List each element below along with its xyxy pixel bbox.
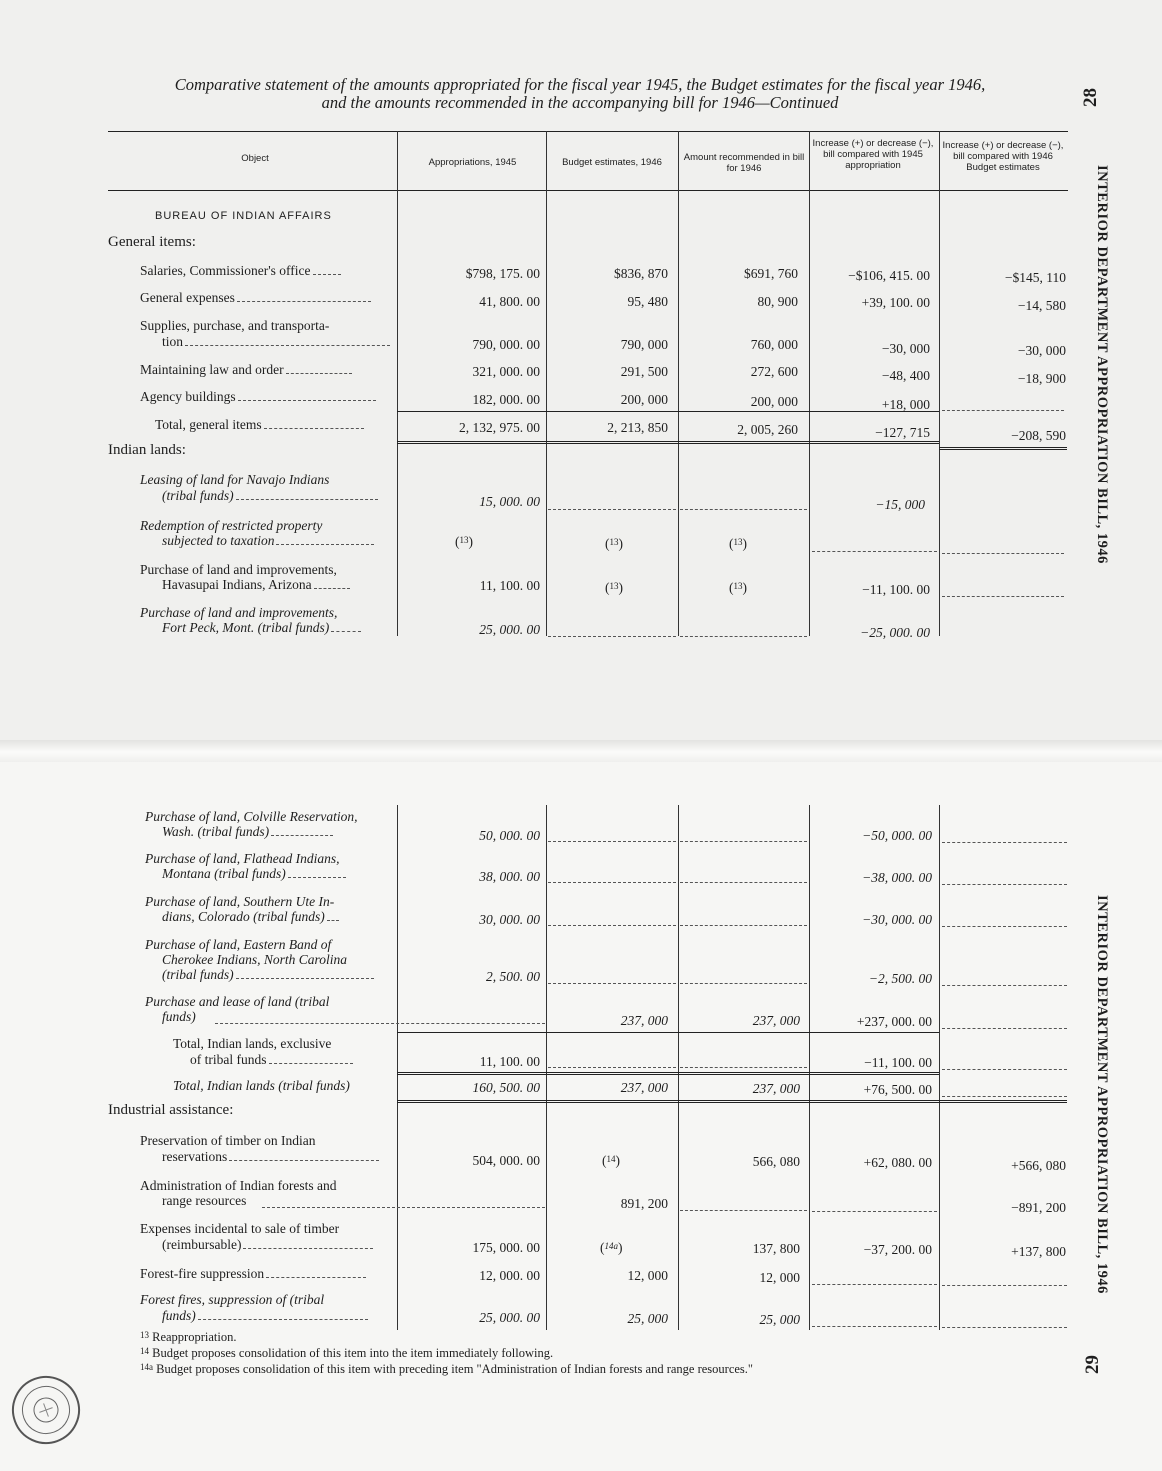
cell: 321, 000. 00 xyxy=(472,364,540,379)
row-label-supplies: Supplies, purchase, and transporta- xyxy=(140,318,330,333)
row-label-fire: Forest-fire suppression xyxy=(140,1266,366,1282)
row-label-purchase-lease-2: funds) xyxy=(162,1009,196,1024)
empty-cell-dash xyxy=(942,1327,1067,1328)
col-rule xyxy=(546,131,547,636)
row-label-sale-timber: Expenses incidental to sale of timber xyxy=(140,1221,340,1236)
row-label-colville-2: Wash. (tribal funds) xyxy=(162,824,333,840)
side-title-bottom: INTERIOR DEPARTMENT APPROPRIATION BILL, 1946 xyxy=(1094,895,1110,1294)
cell-footnote-ref: ($^{13}$) xyxy=(729,580,747,595)
row-label-supplies-2: tion xyxy=(162,334,390,350)
cell: 50, 000. 00 xyxy=(479,828,540,843)
cell: 30, 000. 00 xyxy=(479,912,540,927)
row-label-forests-2: range resources xyxy=(162,1193,247,1208)
empty-cell-dash xyxy=(548,509,676,510)
row-label-cherokee-3: (tribal funds) xyxy=(162,967,374,983)
row-label-salaries: Salaries, Commissioner's office xyxy=(140,263,341,279)
empty-cell-dash xyxy=(215,1023,545,1024)
cell: −208, 590 xyxy=(1011,428,1066,443)
cell-footnote-ref: ($^{14}$) xyxy=(602,1153,620,1168)
cell: 137, 800 xyxy=(752,1241,800,1256)
empty-cell-dash xyxy=(680,1210,807,1211)
empty-cell-dash xyxy=(680,983,807,984)
footnote-14a: $^{14a}$ Budget proposes consolidation of this item with preceding item "Administration of Indian forests and range resources." xyxy=(140,1362,754,1376)
empty-cell-dash xyxy=(680,925,807,926)
cell: −30, 000 xyxy=(881,341,930,356)
section-general: General items: xyxy=(108,234,196,250)
cell: 2, 132, 975. 00 xyxy=(459,420,540,435)
cell: +76, 500. 00 xyxy=(863,1082,932,1097)
empty-cell-dash xyxy=(942,596,1064,597)
row-label-fortpeck-2: Fort Peck, Mont. (tribal funds) xyxy=(162,620,361,636)
cell: 11, 100. 00 xyxy=(479,1054,540,1069)
cell: 200, 000 xyxy=(620,392,668,407)
empty-cell-dash xyxy=(942,842,1067,843)
empty-cell-dash xyxy=(548,983,676,984)
empty-cell-dash xyxy=(942,1069,1067,1070)
cell-footnote-ref: ($^{13}$) xyxy=(605,580,623,595)
cell: 272, 600 xyxy=(750,364,798,379)
row-label-sale-timber-2: (reimbursable) xyxy=(162,1237,373,1253)
empty-cell-dash xyxy=(812,1211,937,1212)
cell: −50, 000. 00 xyxy=(862,828,932,843)
table-title: Comparative statement of the amounts appropriated for the fiscal year 1945, the Budget estimates for the fiscal year 1946, and the amounts recommended in the accompanying bill for 1946—Continued xyxy=(174,75,986,112)
empty-cell-dash xyxy=(942,985,1067,986)
total-rule xyxy=(397,441,939,444)
row-label-colville: Purchase of land, Colville Reservation, xyxy=(145,809,358,824)
section-lands: Indian lands: xyxy=(108,442,186,458)
cell: −18, 900 xyxy=(1017,371,1066,386)
cell-footnote-ref: ($^{14a}$) xyxy=(600,1240,623,1255)
cell: +137, 800 xyxy=(1011,1244,1066,1259)
row-label-flathead-2: Montana (tribal funds) xyxy=(162,866,346,882)
col-rule xyxy=(939,805,940,1330)
cell: +18, 000 xyxy=(881,397,930,412)
col-header-budget: Budget estimates, 1946 xyxy=(562,157,662,168)
cell: −127, 715 xyxy=(875,425,930,440)
empty-cell-dash xyxy=(548,636,676,637)
row-label-havasupai-2: Havasupai Indians, Arizona xyxy=(162,577,350,593)
col-header-object: Object xyxy=(241,153,269,164)
row-label-total-tribal: Total, Indian lands (tribal funds) xyxy=(173,1078,350,1093)
empty-cell-dash xyxy=(942,1285,1067,1286)
page-fold xyxy=(0,740,1162,762)
cell: −2, 500. 00 xyxy=(868,971,932,986)
col-header-appropriations: Appropriations, 1945 xyxy=(428,157,517,168)
col-rule xyxy=(546,805,547,1330)
cell: +39, 100. 00 xyxy=(861,295,930,310)
cell: 237, 000 xyxy=(620,1013,668,1028)
empty-cell-dash xyxy=(942,1096,1067,1097)
row-label-flathead: Purchase of land, Flathead Indians, xyxy=(145,851,340,866)
cell: 291, 500 xyxy=(620,364,668,379)
cell: 237, 000 xyxy=(752,1013,800,1028)
empty-cell-dash xyxy=(812,1326,937,1327)
cell: +237, 000. 00 xyxy=(856,1014,932,1029)
row-label-fires-tribal: Forest fires, suppression of (tribal xyxy=(140,1292,325,1307)
empty-cell-dash xyxy=(680,636,807,637)
col-rule xyxy=(809,805,810,1330)
cell: +62, 080. 00 xyxy=(863,1155,932,1170)
cell: 182, 000. 00 xyxy=(472,392,540,407)
cell-footnote-ref: ($^{13}$) xyxy=(729,536,747,551)
cell: 12, 000 xyxy=(759,1270,800,1285)
col-header-inc-budget: Increase (+) or decrease (−), bill compared with 1946 Budget estimates xyxy=(942,140,1064,173)
col-rule xyxy=(397,805,398,1330)
empty-cell-dash xyxy=(942,884,1067,885)
cell: −15, 000 xyxy=(875,497,925,512)
empty-cell-dash xyxy=(262,1207,545,1208)
cell: 95, 480 xyxy=(627,294,668,309)
total-rule xyxy=(397,1072,939,1075)
cell: −14, 580 xyxy=(1017,298,1066,313)
cell: 25, 000 xyxy=(759,1312,800,1327)
row-label-southernute-2: dians, Colorado (tribal funds) xyxy=(162,909,339,925)
cell: −891, 200 xyxy=(1011,1200,1066,1215)
cell: 160, 500. 00 xyxy=(472,1080,540,1095)
empty-cell-dash xyxy=(680,841,807,842)
total-rule xyxy=(939,447,1067,450)
cell: 2, 213, 850 xyxy=(607,420,668,435)
cell: −11, 100. 00 xyxy=(862,582,930,597)
row-label-forests: Administration of Indian forests and xyxy=(140,1178,337,1193)
empty-cell-dash xyxy=(942,1028,1067,1029)
row-label-redemption: Redemption of restricted property xyxy=(140,518,323,533)
empty-cell-dash xyxy=(548,841,676,842)
cell: 25, 000 xyxy=(627,1311,668,1326)
cell: 25, 000. 00 xyxy=(479,622,540,637)
col-rule xyxy=(809,131,810,636)
section-industrial: Industrial assistance: xyxy=(108,1102,234,1118)
cell: −$145, 110 xyxy=(1004,270,1066,285)
cell: 237, 000 xyxy=(620,1080,668,1095)
footnote-13: $^{13}$ Reappropriation. xyxy=(140,1330,237,1344)
row-label-navajo: Leasing of land for Navajo Indians xyxy=(140,472,330,487)
header-bottom-rule xyxy=(108,190,1068,191)
row-label-fortpeck: Purchase of land and improvements, xyxy=(140,605,338,620)
cell: −30, 000 xyxy=(1017,343,1066,358)
cell: −$106, 415. 00 xyxy=(848,268,930,283)
empty-cell-dash xyxy=(548,925,676,926)
cell: −48, 400 xyxy=(881,368,930,383)
col-rule xyxy=(397,131,398,636)
row-label-fires-tribal-2: funds) xyxy=(162,1308,368,1324)
row-label-timber-2: reservations xyxy=(162,1149,379,1165)
cell: 38, 000. 00 xyxy=(479,869,540,884)
row-label-cherokee: Purchase of land, Eastern Band of xyxy=(145,937,332,952)
total-rule xyxy=(397,1100,1067,1103)
empty-cell-dash xyxy=(680,882,807,883)
empty-cell-dash xyxy=(548,882,676,883)
cell: 200, 000 xyxy=(750,394,798,409)
cell: $691, 760 xyxy=(744,266,798,281)
cell: 2, 500. 00 xyxy=(486,969,540,984)
cell: 175, 000. 00 xyxy=(472,1240,540,1255)
cell: 41, 800. 00 xyxy=(479,294,540,309)
bureau-heading: BUREAU OF INDIAN AFFAIRS xyxy=(155,210,332,222)
cell: 2, 005, 260 xyxy=(737,422,798,437)
footnote-14: $^{14}$ Budget proposes consolidation of this item into the item immediately following. xyxy=(140,1346,554,1360)
cell: 12, 000. 00 xyxy=(479,1268,540,1283)
cell: −25, 000. 00 xyxy=(860,625,930,640)
cell-footnote-ref: ($^{13}$) xyxy=(605,536,623,551)
cell: $836, 870 xyxy=(614,266,668,281)
empty-cell-dash xyxy=(680,1067,807,1068)
side-title-top: INTERIOR DEPARTMENT APPROPRIATION BILL, 1946 xyxy=(1094,165,1110,564)
empty-cell-dash xyxy=(942,410,1064,411)
col-header-inc-approp: Increase (+) or decrease (−), bill compared with 1945 appropriation xyxy=(812,138,934,171)
col-rule xyxy=(939,131,940,636)
page-number-top: 28 xyxy=(1080,88,1101,107)
cell: −37, 200. 00 xyxy=(863,1242,932,1257)
cell: 237, 000 xyxy=(752,1081,800,1096)
empty-cell-dash xyxy=(812,1284,937,1285)
col-header-recommended: Amount recommended in bill for 1946 xyxy=(683,152,805,174)
subtotal-rule xyxy=(397,1032,939,1033)
cell: 15, 000. 00 xyxy=(479,494,540,509)
row-label-total-excl-2: of tribal funds xyxy=(190,1052,353,1068)
row-label-purchase-lease: Purchase and lease of land (tribal xyxy=(145,994,330,1009)
col-rule xyxy=(678,131,679,636)
cell: +566, 080 xyxy=(1011,1158,1066,1173)
cell: 12, 000 xyxy=(627,1268,668,1283)
col-rule xyxy=(678,805,679,1330)
row-label-redemption-2: subjected to taxation xyxy=(162,533,374,549)
row-label-total-general: Total, general items xyxy=(155,417,364,433)
row-label-law: Maintaining law and order xyxy=(140,362,352,378)
row-label-general-expenses: General expenses xyxy=(140,290,371,306)
row-label-agency: Agency buildings xyxy=(140,389,376,405)
cell: 790, 000. 00 xyxy=(472,337,540,352)
row-label-timber: Preservation of timber on Indian xyxy=(140,1133,316,1148)
row-label-total-excl: Total, Indian lands, exclusive xyxy=(173,1036,332,1051)
subtotal-rule xyxy=(397,411,939,412)
row-label-havasupai: Purchase of land and improvements, xyxy=(140,562,337,577)
cell: −11, 100. 00 xyxy=(864,1055,932,1070)
row-label-cherokee-2: Cherokee Indians, North Carolina xyxy=(162,952,347,967)
empty-cell-dash xyxy=(942,553,1064,554)
cell: 80, 900 xyxy=(757,294,798,309)
cell: 504, 000. 00 xyxy=(472,1153,540,1168)
empty-cell-dash xyxy=(812,551,937,552)
header-top-rule xyxy=(108,131,1068,132)
empty-cell-dash xyxy=(548,1067,676,1068)
row-label-southernute: Purchase of land, Southern Ute In- xyxy=(145,894,335,909)
cell: −30, 000. 00 xyxy=(862,912,932,927)
cell: 25, 000. 00 xyxy=(479,1310,540,1325)
cell: −38, 000. 00 xyxy=(862,870,932,885)
page-number-bottom: 29 xyxy=(1082,1355,1103,1374)
empty-cell-dash xyxy=(942,926,1067,927)
empty-cell-dash xyxy=(680,509,807,510)
cell: 566, 080 xyxy=(752,1154,800,1169)
cell: 760, 000 xyxy=(750,337,798,352)
row-label-navajo-2: (tribal funds) xyxy=(162,488,378,504)
cell: 790, 000 xyxy=(620,337,668,352)
cell: 891, 200 xyxy=(620,1196,668,1211)
cell: $798, 175. 00 xyxy=(465,266,540,281)
cell-footnote-ref: ($^{13}$) xyxy=(455,534,473,549)
cell: 11, 100. 00 xyxy=(479,578,540,593)
